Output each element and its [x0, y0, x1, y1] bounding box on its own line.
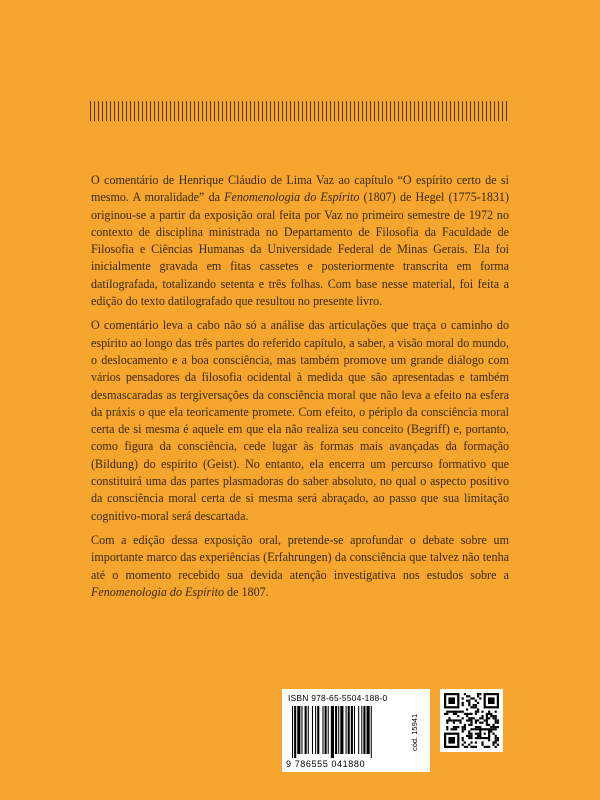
text-run: (1807) de Hegel (1775-1831) originou-se a partir da exposição oral feita por Vaz no primeiro semestre de 1972 no contexto de disciplina ministrada no Departamento de Filosofia da Faculdade de Filosofia e Ciências Humanas da Universidade Federal de Minas Gerais. Ela foi inicialmente gravada em fitas cassetes e posteriormente transcrita em forma datilografada, totalizando setenta e três folhas. Com base nesse material, foi feita a edição do texto datilografado que resultou no presente livro.: [91, 190, 509, 309]
decorative-stripe: [90, 101, 510, 121]
blurb-paragraph-3: [91, 532, 509, 601]
text-run: O comentário de Henrique Cláudio de Lima Vaz ao capítulo “O espírito certo de si mesmo. A moralidade” da: [91, 173, 509, 205]
qr-code-icon: [440, 689, 503, 752]
barcode-icon: [290, 706, 408, 758]
blurb-paragraph-1: [91, 172, 509, 310]
text-run: de 1807.: [224, 584, 269, 599]
isbn-barcode-block: [282, 689, 430, 772]
isbn-digits: 9 786555 041880: [286, 759, 366, 769]
book-title: Fenomenologia do Espírito: [91, 584, 225, 599]
qr-code-graphic: [444, 693, 499, 748]
isbn-label: ISBN 978-65-5504-188-0: [288, 693, 388, 703]
text-run: Com a edição dessa exposição oral, pretende-se aprofundar o debate sobre um importante marco das experiências (Erfahrungen) da consciência que talvez não tenha até o momento recebido sua devida atenção investigativa nos estudos sobre a: [91, 532, 509, 582]
catalog-code: cód. 15941: [410, 713, 419, 751]
blurb-text: [91, 172, 509, 608]
text-run: O comentário leva a cabo não só a análise das articulações que traça o caminho do espírito ao longo das três partes do referido capítulo, a saber, a visão moral do mundo, o deslocamento e a boa consciência, mas também promove um grande diálogo com vários pensadores da filosofia ocidental à medida que são apresentadas e também desmascaradas as tergiversações da consciência moral que não leva a efeito na esfera da práxis o que ela teoricamente promete. Com efeito, o périplo da consciência moral certa de si mesma é aquele em que ela não realiza seu conceito (Begriff) e, portanto, como figura da consciência, cede lugar às formas mais avançadas da formação (Bildung) do espírito (Geist). No entanto, ela encerra um percurso formativo que constituirá uma das partes plasmadoras do saber absoluto, no qual o aspecto positivo da consciência moral certa de si mesma será abraçado, ao passo que sua limitação cognitivo-moral será descartada.: [91, 318, 509, 523]
book-title: Fenomenologia do Espírito: [224, 190, 360, 205]
blurb-paragraph-2: [91, 317, 509, 525]
